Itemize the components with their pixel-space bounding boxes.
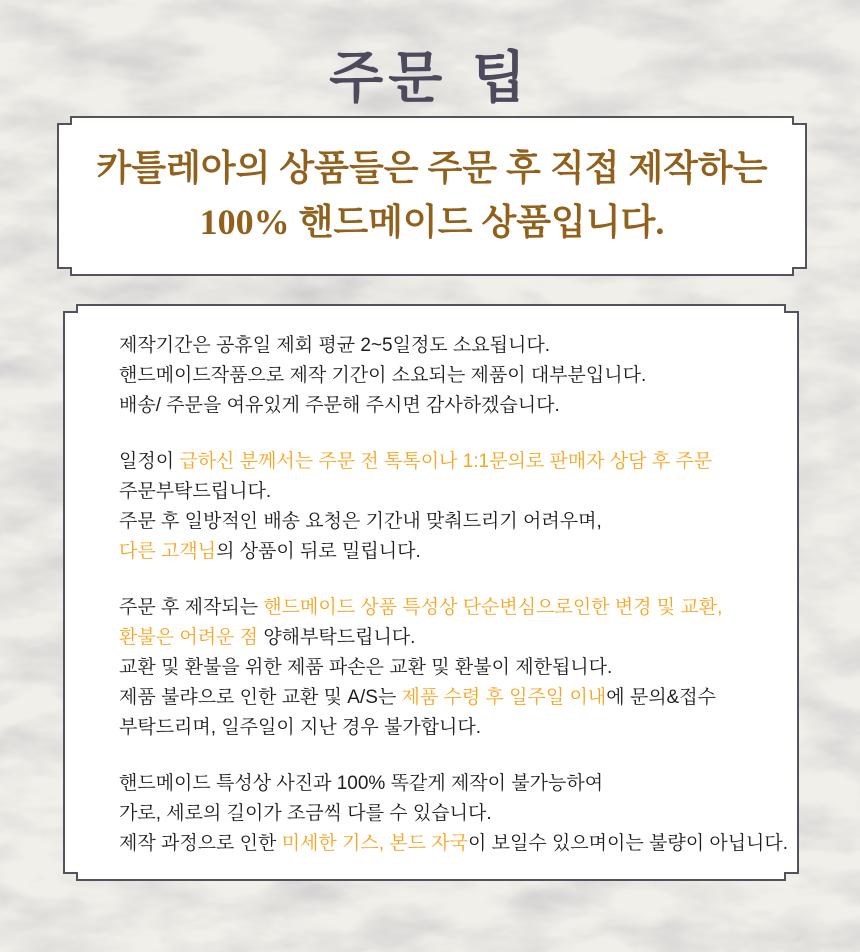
page-title: 주문 팁 [329,46,531,111]
highlighted-text: 미세한 기스, 본드 자국 [281,833,468,854]
text-segment: 배송/ 주문을 여유있게 주문해 주시면 감사하겠습니다. [119,395,560,416]
text-segment: 부탁드리며, 일주일이 지난 경우 불가합니다. [119,717,482,738]
paragraph [119,447,769,567]
text-segment: 일정이 [119,451,180,472]
text-line [119,331,769,361]
text-segment: 핸드메이드 특성상 사진과 100% 똑같게 제작이 불가능하여 [119,773,604,794]
highlighted-text: 환불은 어려운 점 [119,627,259,648]
text-line [119,769,769,799]
text-line [119,653,769,683]
text-line [119,683,769,713]
text-segment: 이 보일수 있으며이는 불량이 아닙니다. [467,833,789,854]
text-line [119,507,769,537]
paragraph [119,769,789,859]
highlighted-text: 다른 고객님 [119,541,217,562]
text-line [119,623,769,653]
text-line [119,447,769,477]
details-box [63,304,799,881]
paragraph [119,331,769,421]
notice-line: 100% 핸드메이드 상품입니다. [199,202,665,242]
highlighted-text: 핸드메이드 상품 특성상 단순변심으로인한 변경 및 교환, [263,597,723,618]
text-segment: 에 문의&접수 [606,687,716,708]
text-segment: 교환 및 환불을 위한 제품 파손은 교환 및 환불이 제한됩니다. [119,657,613,678]
text-line [119,713,769,743]
highlighted-text: 급하신 분께서는 주문 전 톡톡이나 1:1문의로 판매자 상담 후 주문 [179,451,713,472]
text-line [119,391,769,421]
notice-content [57,116,807,249]
text-segment: 제품 불랴으로 인한 교환 및 A/S는 [119,687,402,708]
text-line [119,361,769,391]
text-line [119,477,769,507]
text-segment: 주문부탁드립니다. [119,481,272,502]
text-segment: 양해부탁드립니다. [258,627,416,648]
text-segment: 핸드메이드작품으로 제작 기간이 소요되는 제품이 대부분입니다. [119,365,647,386]
highlighted-text: 제품 수령 후 일주일 이내 [401,687,607,708]
text-segment: 주문 후 일방적인 배송 요청은 기간내 맞춰드리기 어려우며, [119,511,602,532]
text-line [119,799,769,829]
text-segment: 제작기간은 공휴일 제회 평균 2~5일정도 소요됩니다. [119,335,550,356]
text-segment: 의 상품이 뒤로 밀립니다. [216,541,421,562]
details-content [63,304,799,859]
notice-line: 카틀레아의 상품들은 주문 후 직접 제작하는 [96,148,768,188]
text-line [119,829,789,859]
text-segment: 가로, 세로의 길이가 조금씩 다를 수 있습니다. [119,803,492,824]
text-line [119,537,769,567]
paragraph [119,593,769,743]
notice-box [57,116,807,276]
text-segment: 주문 후 제작되는 [119,597,264,618]
text-segment: 제작 과정으로 인한 [119,833,282,854]
text-line [119,593,769,623]
